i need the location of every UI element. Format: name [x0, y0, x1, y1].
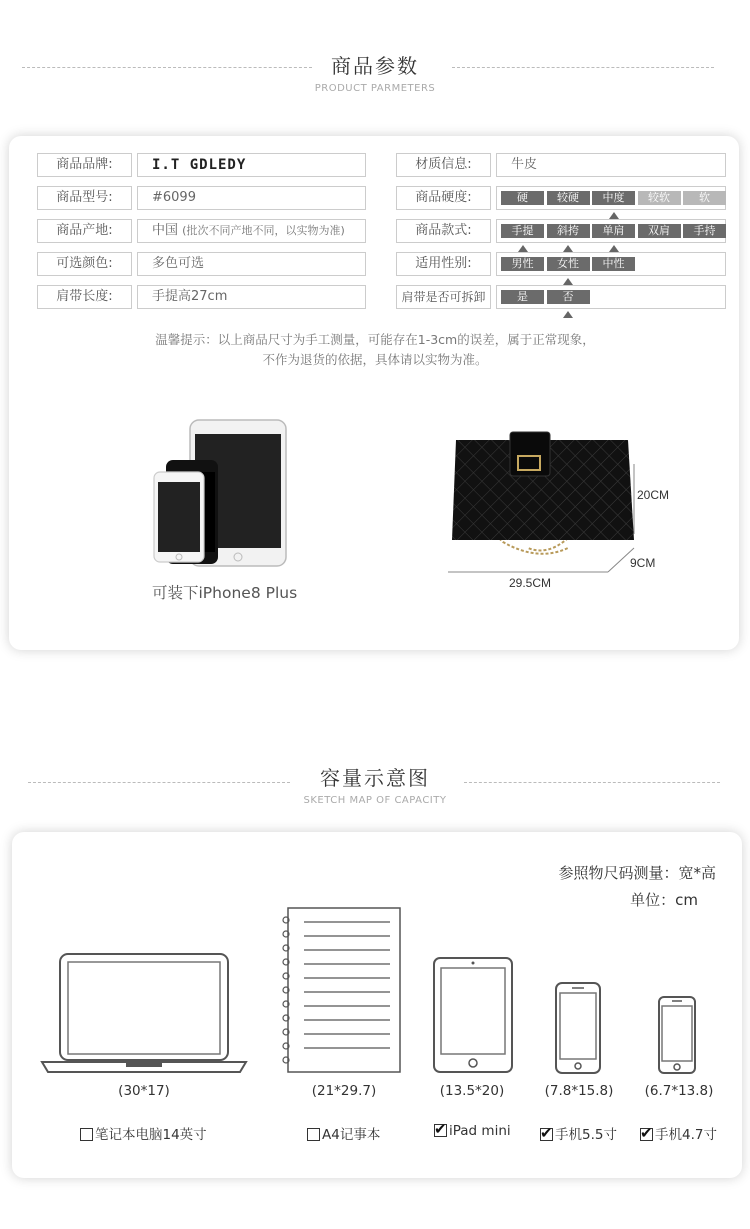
phones-caption: 可装下iPhone8 Plus — [152, 584, 298, 602]
style-option: 双肩 — [638, 224, 681, 238]
param-label-hardness: 商品硬度: — [396, 186, 491, 210]
capacity-dims-notebook: (21*29.7) — [311, 1083, 377, 1099]
reference-measure-note: 参照物尺码测量：宽*高 — [558, 864, 716, 882]
capacity-name-ipad: iPad mini — [449, 1123, 511, 1139]
phone-icon — [554, 981, 602, 1075]
section-params-header — [0, 50, 750, 94]
capacity-item-ipad — [434, 1123, 511, 1139]
selected-indicator-icon — [518, 245, 528, 252]
param-value-strap-length: 手提高27cm — [137, 285, 366, 309]
tablet-icon — [432, 956, 514, 1074]
hardness-option: 软 — [683, 191, 726, 205]
checked-box-icon — [434, 1124, 447, 1137]
unchecked-box-icon — [307, 1128, 320, 1141]
checked-box-icon — [540, 1128, 553, 1141]
capacity-dims-phone-55: (7.8*15.8) — [544, 1083, 614, 1099]
detachable-scale — [496, 285, 726, 309]
phone-icon — [657, 995, 697, 1075]
style-option: 手提 — [501, 224, 544, 238]
capacity-item-notebook — [307, 1123, 380, 1143]
style-scale — [496, 219, 726, 243]
param-label-brand: 商品品牌: — [37, 153, 132, 177]
detachable-option: 否 — [547, 290, 590, 304]
param-value-brand: I.T GDLEDY — [137, 153, 366, 177]
section-params-subtitle: PRODUCT PARMETERS — [314, 83, 436, 94]
section-capacity-title: 容量示意图 — [320, 766, 430, 790]
capacity-item-laptop — [80, 1123, 207, 1143]
selected-indicator-icon — [563, 245, 573, 252]
param-label-gender: 适用性别: — [396, 252, 491, 276]
param-label-style: 商品款式: — [396, 219, 491, 243]
selected-indicator-icon — [609, 212, 619, 219]
unchecked-box-icon — [80, 1128, 93, 1141]
laptop-icon — [40, 952, 248, 1076]
gender-scale — [496, 252, 726, 276]
hardness-option: 硬 — [501, 191, 544, 205]
size-tip-line-1: 温馨提示：以上商品尺寸为手工测量，可能存在1-3cm的误差，属于正常现象， — [155, 332, 595, 347]
hardness-option: 较软 — [638, 191, 681, 205]
capacity-name-phone-47: 手机4.7寸 — [655, 1127, 717, 1143]
capacity-dims-phone-47: (6.7*13.8) — [644, 1083, 714, 1099]
capacity-name-phone-55: 手机5.5寸 — [555, 1127, 617, 1143]
style-option: 斜挎 — [547, 224, 590, 238]
selected-indicator-icon — [609, 245, 619, 252]
detachable-option: 是 — [501, 290, 544, 304]
section-capacity-header — [0, 762, 750, 806]
gender-option: 中性 — [592, 257, 635, 271]
param-value-origin-note: (批次不同产地不同，以实物为准) — [182, 224, 345, 237]
param-value-material: 牛皮 — [496, 153, 726, 177]
gender-option: 女性 — [547, 257, 590, 271]
selected-indicator-icon — [563, 311, 573, 318]
style-option: 手持 — [683, 224, 726, 238]
param-label-material: 材质信息: — [396, 153, 491, 177]
bag-height-dim: 20CM — [637, 488, 670, 502]
capacity-item-phone-55 — [540, 1123, 617, 1143]
reference-unit-note: 单位：cm — [630, 891, 698, 909]
iphones-ipad-icon — [150, 418, 290, 570]
capacity-name-notebook: A4记事本 — [322, 1127, 381, 1143]
section-params-title: 商品参数 — [331, 54, 419, 78]
gender-option: 男性 — [501, 257, 544, 271]
param-value-origin — [137, 219, 366, 243]
capacity-dims-ipad: (13.5*20) — [439, 1083, 505, 1099]
hardness-option: 中度 — [592, 191, 635, 205]
bag-width-dim: 29.5CM — [509, 576, 552, 590]
capacity-name-laptop: 笔记本电脑14英寸 — [95, 1127, 207, 1143]
param-value-origin-main: 中国 — [152, 223, 179, 238]
hardness-scale — [496, 186, 726, 210]
section-capacity-subtitle: SKETCH MAP OF CAPACITY — [303, 795, 447, 806]
param-value-model: #6099 — [137, 186, 366, 210]
param-label-detachable: 肩带是否可拆卸 — [396, 285, 491, 309]
param-value-colors: 多色可选 — [137, 252, 366, 276]
param-label-strap-length: 肩带长度: — [37, 285, 132, 309]
checked-box-icon — [640, 1128, 653, 1141]
param-label-origin: 商品产地: — [37, 219, 132, 243]
handbag-icon — [448, 430, 668, 576]
capacity-dims-laptop: (30*17) — [118, 1083, 170, 1099]
bag-depth-dim: 9CM — [630, 556, 656, 570]
capacity-item-phone-47 — [640, 1123, 717, 1143]
size-tip-line-2: 不作为退货的依据，具体请以实物为准。 — [262, 352, 488, 367]
notebook-icon — [278, 906, 404, 1076]
selected-indicator-icon — [563, 278, 573, 285]
hardness-option: 较硬 — [547, 191, 590, 205]
param-label-model: 商品型号: — [37, 186, 132, 210]
style-option: 单肩 — [592, 224, 635, 238]
param-label-colors: 可选颜色: — [37, 252, 132, 276]
